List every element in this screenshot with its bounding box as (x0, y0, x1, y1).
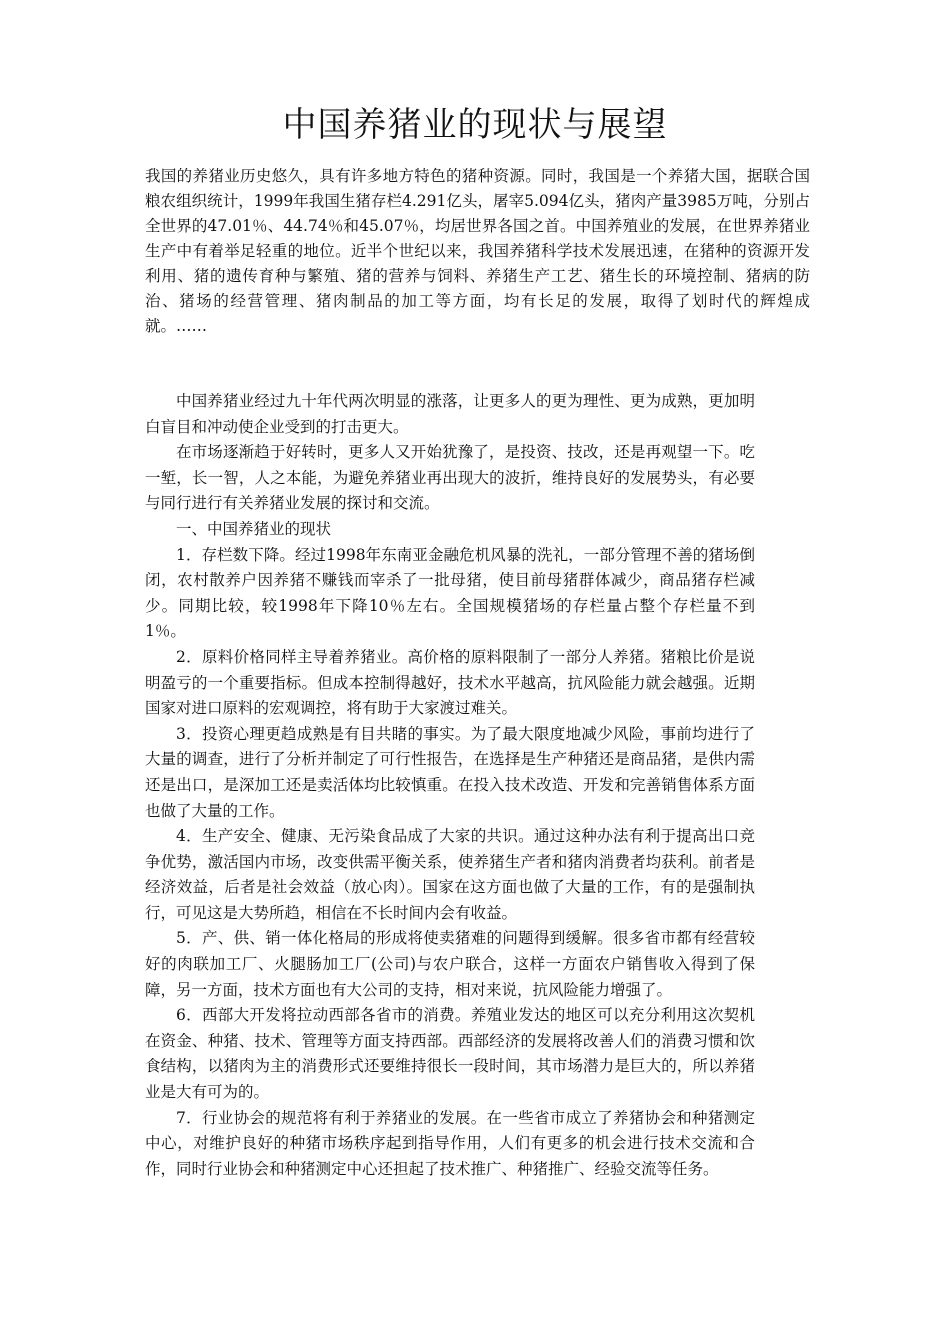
list-item: 1．存栏数下降。经过1998年东南亚金融危机风暴的洗礼，一部分管理不善的猪场倒闭，农村散养户因养猪不赚钱而宰杀了一批母猪，使目前母猪群体减少，商品猪存栏减少。同期比较，较1998年下降10％左右。全国规模猪场的存栏量占整个存栏量不到1％。 (145, 545, 755, 641)
body-paragraph: 在市场逐渐趋于好转时，更多人又开始犹豫了，是投资、技改，还是再观望一下。吃一堑，长一智，人之本能，为避免养猪业再出现大的波折，维持良好的发展势头，有必要与同行进行有关养猪业发展的探讨和交流。 (145, 443, 755, 513)
list-item: 7．行业协会的规范将有利于养猪业的发展。在一些省市成立了养猪协会和种猪测定中心，对维护良好的种猪市场秩序起到指导作用，人们有更多的机会进行技术交流和合作，同时行业协会和种猪测定中心还担起了技术推广、种猪推广、经验交流等任务。 (145, 1108, 755, 1178)
abstract-paragraph: 我国的养猪业历史悠久，具有许多地方特色的猪种资源。同时，我国是一个养猪大国，据联合国粮农组织统计，1999年我国生猪存栏4.291亿头，屠宰5.094亿头，猪肉产量3985万吨，分别占全世界的47.01％、44.74％和45.07％，均居世界各国之首。中国养殖业的发展，在世界养猪业生产中有着举足轻重的地位。近半个世纪以来，我国养猪科学技术发展迅速，在猪种的资源开发利用、猪的遗传育种与繁殖、猪的营养与饲料、养猪生产工艺、猪生长的环境控制、猪病的防治、猪场的经营管理、猪肉制品的加工等方面，均有长足的发展，取得了划时代的辉煌成就。…… (145, 167, 810, 335)
list-item: 6．西部大开发将拉动西部各省市的消费。养殖业发达的地区可以充分利用这次契机在资金、种猪、技术、管理等方面支持西部。西部经济的发展将改善人们的消费习惯和饮食结构，以猪肉为主的消费形式还要维持很长一段时间，其市场潜力是巨大的，所以养猪业是大有可为的。 (145, 1006, 755, 1102)
list-item: 3．投资心理更趋成熟是有目共睹的事实。为了最大限度地减少风险，事前均进行了大量的调查，进行了分析并制定了可行性报告，在选择是生产种猪还是商品猪，是供内需还是出口，是深加工还是卖活体均比较慎重。在投入技术改造、开发和完善销售体系方面也做了大量的工作。 (145, 724, 755, 820)
document-body (145, 389, 755, 1182)
section-heading: 一、中国养猪业的现状 (176, 519, 332, 538)
body-paragraph: 中国养猪业经过九十年代两次明显的涨落，让更多人的更为理性、更为成熟，更加明白盲目和冲动使企业受到的打击更大。 (145, 392, 755, 436)
list-item: 4．生产安全、健康、无污染食品成了大家的共识。通过这种办法有利于提高出口竞争优势，激活国内市场，改变供需平衡关系，使养猪生产者和猪肉消费者均获利。前者是经济效益，后者是社会效益（放心肉）。国家在这方面也做了大量的工作，有的是强制执行，可见这是大势所趋，相信在不长时间内会有收益。 (145, 827, 755, 922)
document-title: 中国养猪业的现状与展望 (282, 105, 668, 145)
list-item: 2．原料价格同样主导着养猪业。高价格的原料限制了一部分人养猪。猪粮比价是说明盈亏的一个重要指标。但成本控制得越好，技术水平越高，抗风险能力就会越强。近期国家对进口原料的宏观调控，将有助于大家渡过难关。 (145, 647, 755, 718)
list-item: 5．产、供、销一体化格局的形成将使卖猪难的问题得到缓解。很多省市都有经营较好的肉联加工厂、火腿肠加工厂(公司)与农户联合，这样一方面农户销售收入得到了保障，另一方面，技术方面也有大公司的支持，相对来说，抗风险能力增强了。 (145, 929, 755, 999)
